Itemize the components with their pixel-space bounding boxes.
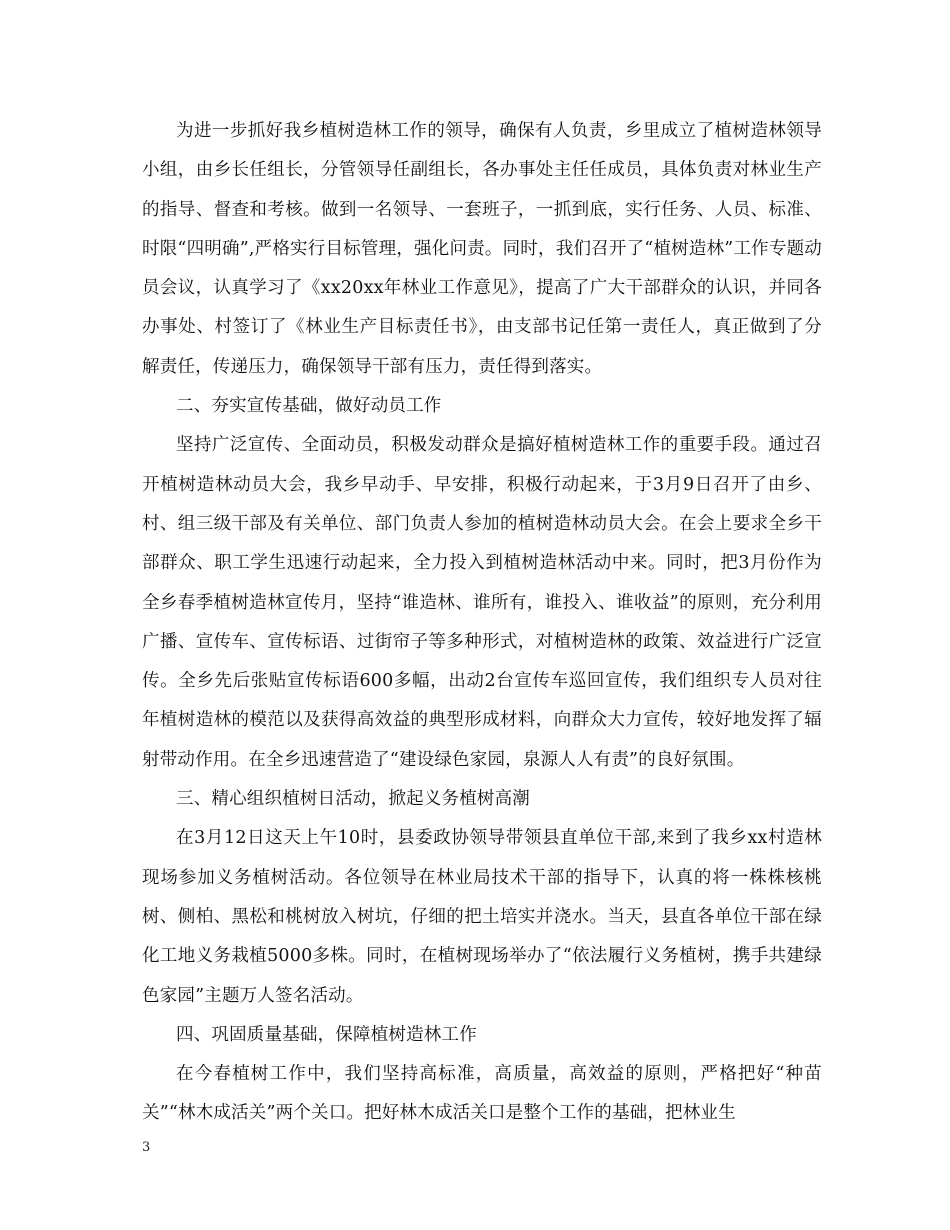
paragraph-leadership: 为进一步抓好我乡植树造林工作的领导，确保有人负责，乡里成立了植树造林领导小组，由乡长任组长，分管领导任副组长，各办事处主任任成员，具体负责对林业生产的指导、督查和考核。做到一名领导、一套班子，一抓到底，实行任务、人员、标准、时限“四明确”,严格实行目标管理，强化问责。同时，我们召开了“植树造林”工作专题动员会议，认真学习了《xx20xx年林业工作意见》，提高了广大干部群众的认识，并同各办事处、村签订了《林业生产目标责任书》，由支部书记任第一责任人，真正做到了分解责任，传递压力，确保领导干部有压力，责任得到落实。 — [142, 121, 822, 377]
section-heading-publicity: 二、夯实宣传基础，做好动员工作 — [176, 396, 442, 417]
page-number: 3 — [142, 1140, 151, 1155]
document-body — [142, 112, 822, 1134]
paragraph-tree-planting-day: 在3月12日这天上午10时，县委政协领导带领县直单位干部,来到了我乡xx村造林现场参加义务植树活动。各位领导在林业局技术干部的指导下，认真的将一株株核桃树、侧柏、黑松和桃树放入树坑，仔细的把土培实并浇水。当天，县直各单位干部在绿化工地义务栽植5000多株。同时，在植树现场举办了“依法履行义务植树，携手共建绿色家园”主题万人签名活动。 — [142, 828, 822, 1006]
paragraph-publicity: 坚持广泛宣传、全面动员，积极发动群众是搞好植树造林工作的重要手段。通过召开植树造林动员大会，我乡早动手、早安排，积极行动起来，于3月9日召开了由乡、村、组三级干部及有关单位、部门负责人参加的植树造林动员大会。在会上要求全乡干部群众、职工学生迅速行动起来，全力投入到植树造林活动中来。同时，把3月份作为全乡春季植树造林宣传月，坚持“谁造林、谁所有，谁投入、谁收益”的原则，充分利用广播、宣传车、宣传标语、过街帘子等多种形式，对植树造林的政策、效益进行广泛宣传。全乡先后张贴宣传标语600多幅，出动2台宣传车巡回宣传，我们组织专人员对往年植树造林的模范以及获得高效益的典型形成材料，向群众大力宣传，较好地发挥了辐射带动作用。在全乡迅速营造了“建设绿色家园，泉源人人有责”的良好氛围。 — [142, 435, 822, 770]
paragraph-quality: 在今春植树工作中，我们坚持高标准，高质量，高效益的原则，严格把好“种苗关”“林木成活关”两个关口。把好林木成活关口是整个工作的基础，把林业生 — [142, 1064, 822, 1124]
section-heading-tree-planting-day: 三、精心组织植树日活动，掀起义务植树高潮 — [176, 789, 530, 810]
section-heading-quality: 四、巩固质量基础，保障植树造林工作 — [176, 1024, 477, 1045]
